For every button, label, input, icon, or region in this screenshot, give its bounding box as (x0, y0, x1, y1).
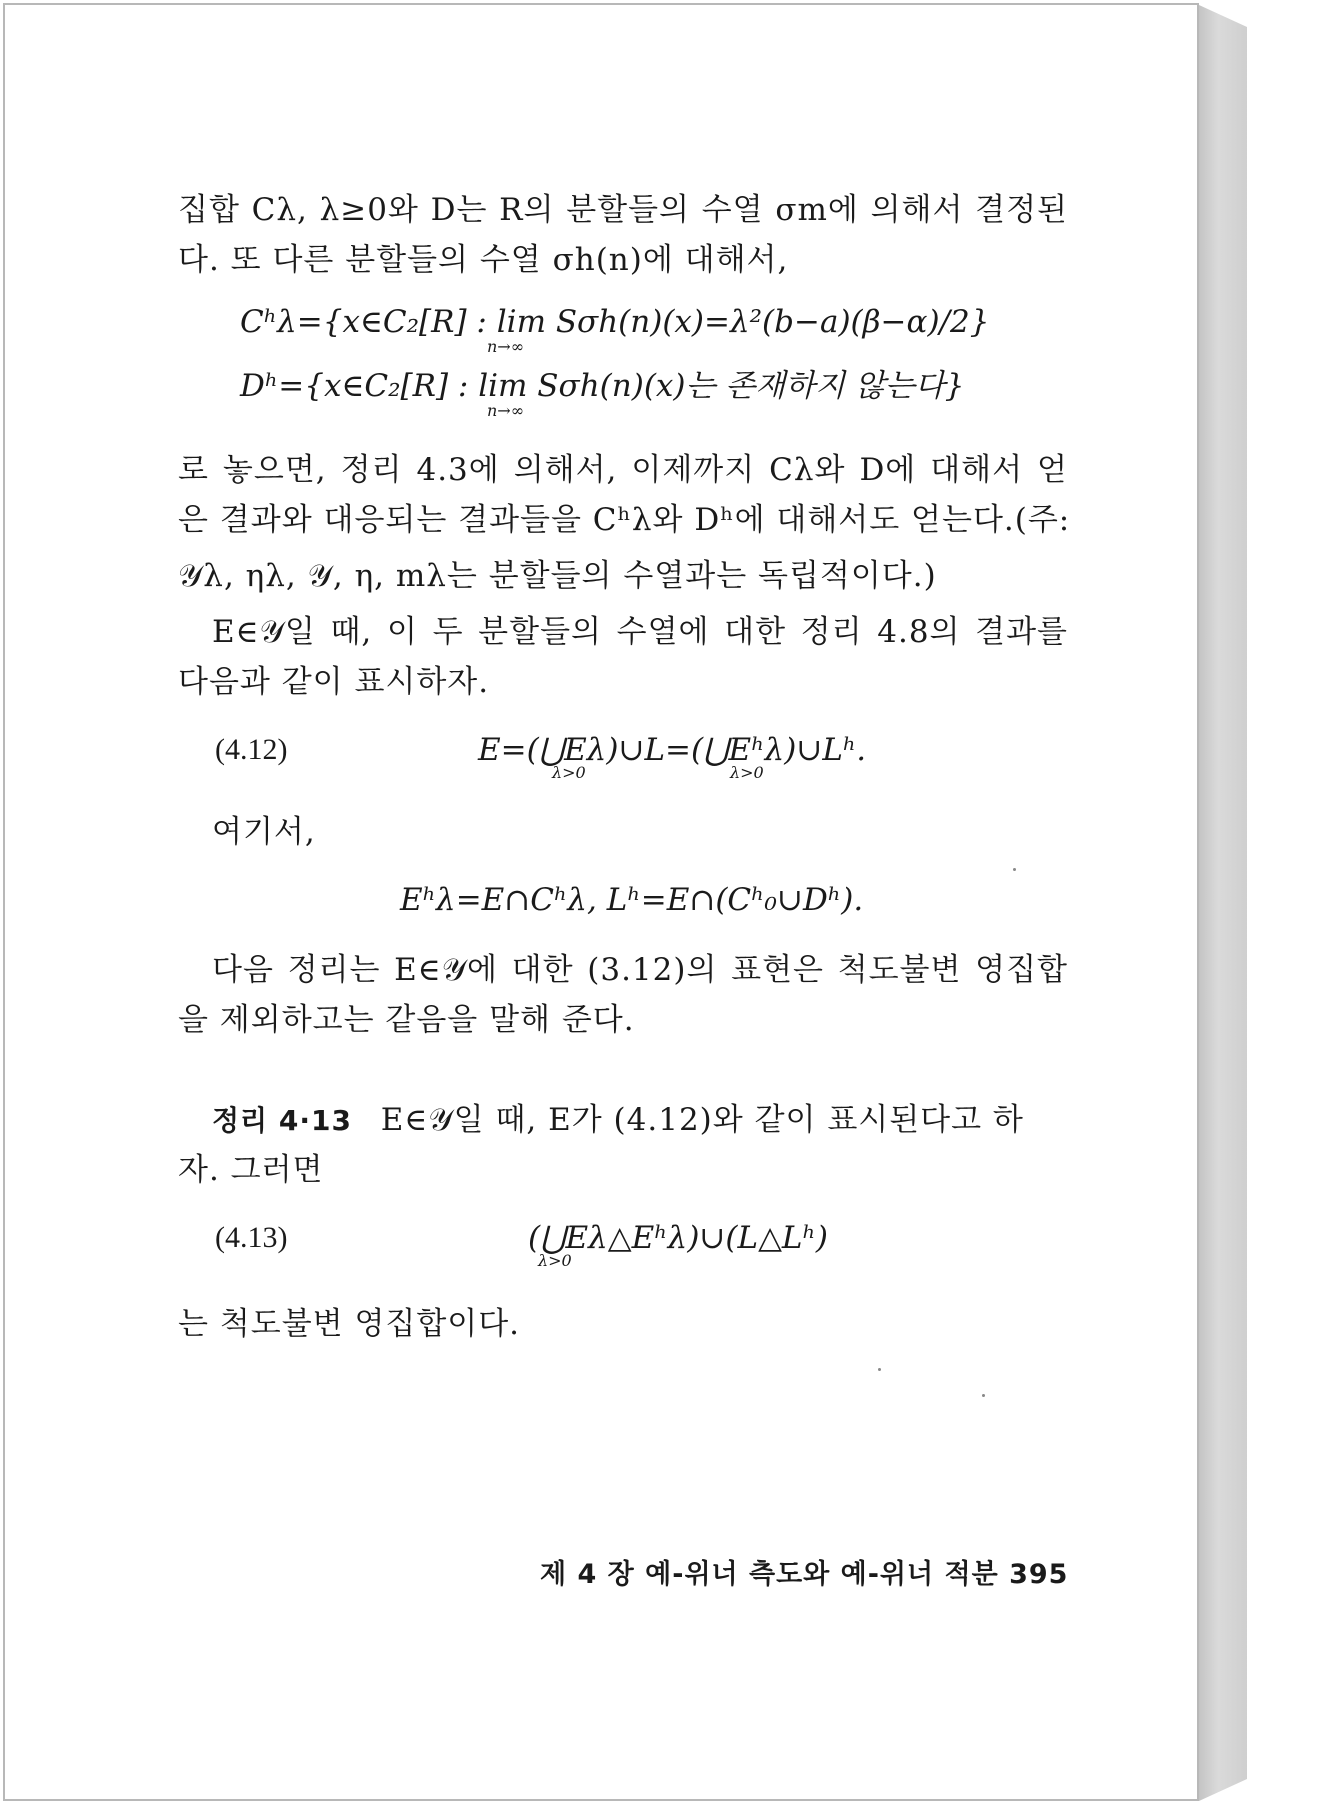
limit-subscript-2: n→∞ (487, 401, 525, 420)
theorem-line1-text: E∈𝒴일 때, E가 (4.12)와 같이 표시된다고 하 (380, 1102, 1024, 1138)
paragraph3-line1: E∈𝒴일 때, 이 두 분할들의 수열에 대한 정리 4.8의 결과를 (212, 614, 1068, 650)
equation-4-13: (⋃Eλ△Eʰλ)∪(L△Lʰ) (528, 1220, 829, 1256)
closing-text: 는 척도불변 영집합이다. (178, 1306, 521, 1342)
page-footer: 제 4 장 예-위너 측도와 예-위너 적분 395 (540, 1559, 1069, 1590)
union-subscript-2: λ>0 (730, 763, 764, 782)
paragraph4-line2: 을 제외하고는 같음을 말해 준다. (178, 1002, 635, 1038)
where-text: 여기서, (212, 814, 316, 850)
paragraph2-line3: 𝒴λ, ηλ, 𝒴, η, mλ는 분할들의 수열과는 독립적이다.) (178, 558, 937, 594)
equation-number-4-12: (4.12) (215, 733, 288, 766)
theorem-line2: 자. 그러면 (178, 1152, 324, 1188)
equation-c-lambda-h: Cʰλ={x∈C₂[R] : lim Sσh(n)(x)=λ²(b−a)(β−α)/2} (240, 304, 990, 340)
theorem-label: 정리 4·13 (212, 1104, 352, 1137)
paragraph4-line1: 다음 정리는 E∈𝒴에 대한 (3.12)의 표현은 척도불변 영집합 (212, 952, 1068, 988)
equation-d-h: Dʰ={x∈C₂[R] : lim Sσh(n)(x)는 존재하지 않는다} (240, 368, 965, 404)
paragraph3-line2: 다음과 같이 표시하자. (178, 664, 490, 700)
scan-speck (1013, 868, 1016, 871)
paragraph1-line2: 다. 또 다른 분할들의 수열 σh(n)에 대해서, (178, 242, 789, 278)
equation-number-4-13: (4.13) (215, 1221, 288, 1254)
theorem-line1 (212, 1100, 1068, 1141)
equation-where: Eʰλ=E∩Cʰλ, Lʰ=E∩(Cʰ₀∪Dʰ). (400, 882, 864, 918)
equation-4-12: E=(⋃Eλ)∪L=(⋃Eʰλ)∪Lʰ. (478, 732, 867, 768)
paragraph1-line1: 집합 Cλ, λ≥0와 D는 R의 분할들의 수열 σm에 의해서 결정된 (178, 192, 1068, 228)
book-spine (1199, 5, 1247, 1801)
limit-subscript-1: n→∞ (487, 337, 525, 356)
scan-speck (878, 1368, 881, 1371)
union-subscript-3: λ>0 (538, 1251, 572, 1270)
paragraph2-line1: 로 놓으면, 정리 4.3에 의해서, 이제까지 Cλ와 D에 대해서 얻 (178, 452, 1068, 488)
union-subscript-1: λ>0 (552, 763, 586, 782)
scan-speck (982, 1394, 985, 1397)
paragraph2-line2: 은 결과와 대응되는 결과들을 Cʰλ와 Dʰ에 대해서도 얻는다.(주: (178, 502, 1071, 538)
